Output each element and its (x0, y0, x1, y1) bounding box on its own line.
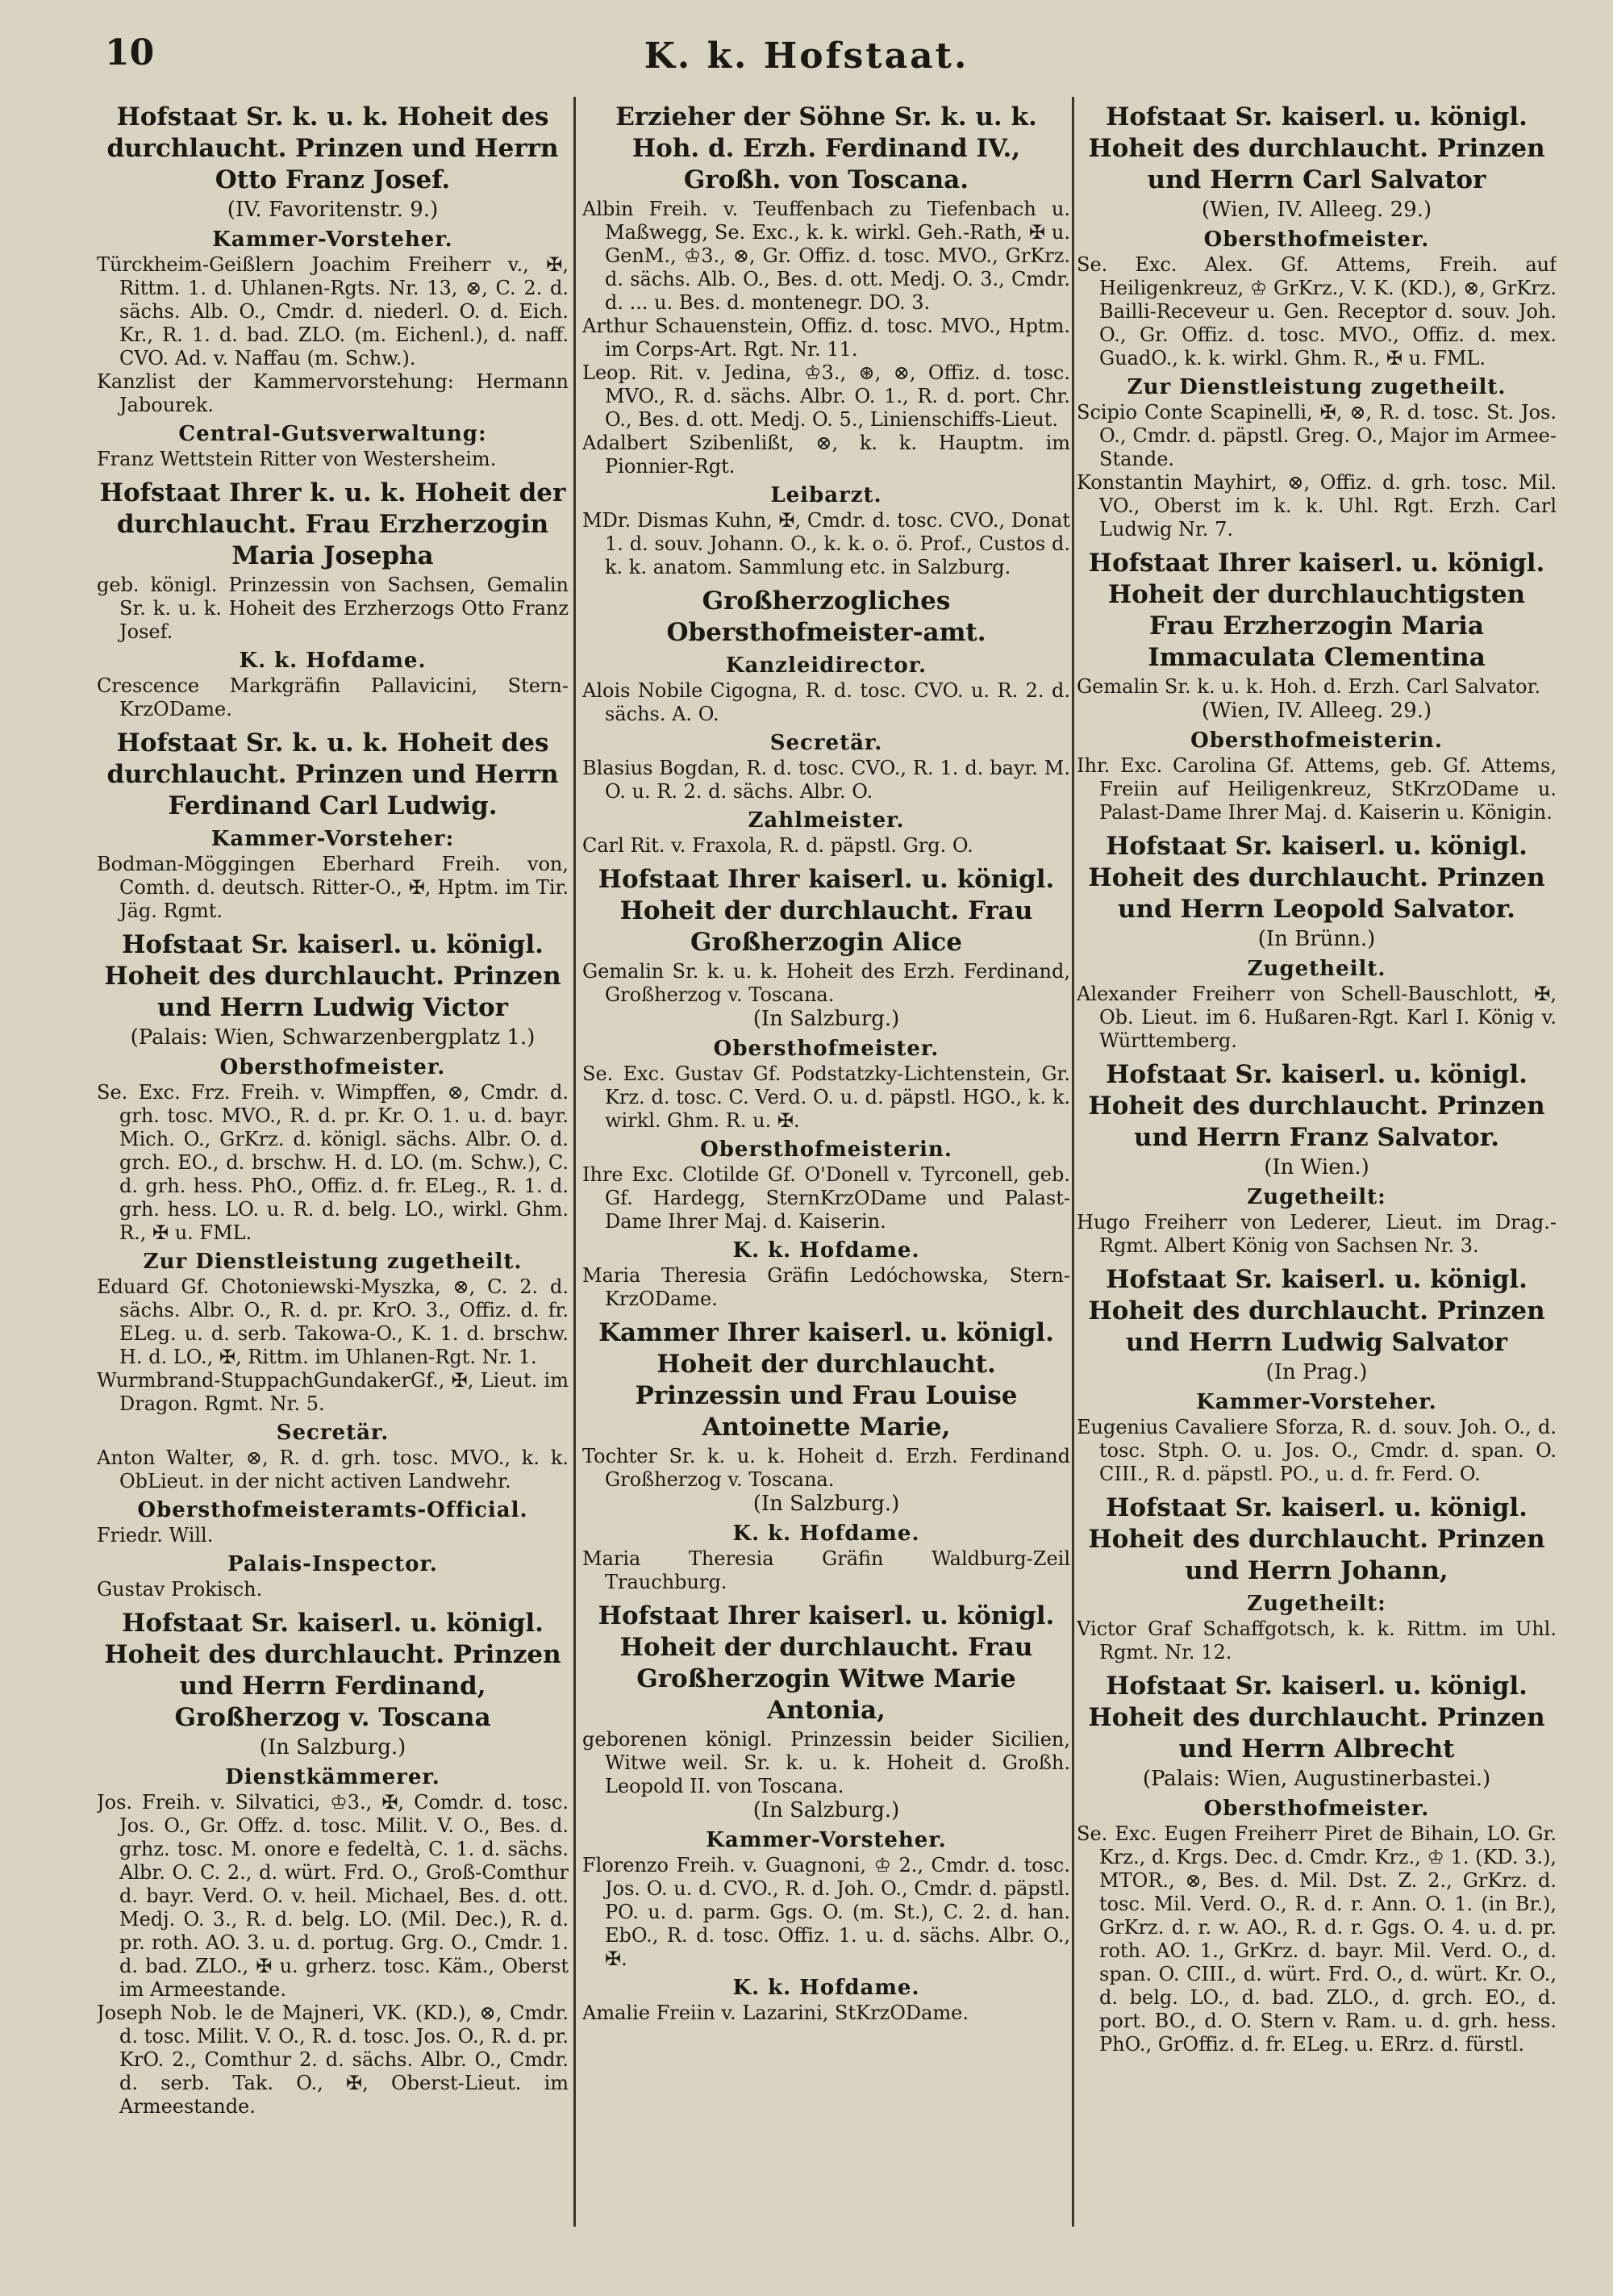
office-title: Obersthofmeister. (219, 1055, 446, 1079)
person-entry: Maria Theresia Gräfin Waldburg-Zeil Trauchburg. (582, 1547, 1070, 1593)
office-title: Secretär. (769, 731, 883, 755)
person-entry: Maria Theresia Gräfin Ledóchowska, Stern-KrzODame. (582, 1264, 1070, 1310)
running-head: K. k. Hofstaat. (644, 35, 969, 77)
office-title: Palais-Inspector. (227, 1552, 438, 1576)
office-title: Zur Dienstleistung zugetheilt. (1127, 375, 1507, 399)
office-title: Obersthofmeister. (1203, 1797, 1430, 1821)
address-line: (In Prag.) (1265, 1360, 1368, 1384)
text-column-3 (1077, 95, 1557, 2225)
person-entry: Crescence Markgräfin Pallavicini, Stern-KrzODame. (97, 674, 569, 720)
address-line: (Palais: Wien, Schwarzenbergplatz 1.) (130, 1025, 536, 1050)
office-title: Leibarzt. (770, 483, 882, 507)
section-heading: Hofstaat Ihrer kaiserl. u. königl. Hoheit der durchlaucht. Frau Großherzogin Alice (598, 865, 1055, 957)
person-entry: Gemalin Sr. k. u. k. Hoheit des Erzh. Ferdinand, Großherzog v. Toscana. (582, 960, 1070, 1006)
person-entry: geborenen königl. Prinzessin beider Sicilien, Witwe weil. Sr. k. u. k. Hoheit d. Großh. Leopold II. von Toscana. (582, 1728, 1070, 1797)
section-heading: Hofstaat Sr. kaiserl. u. königl. Hoheit des durchlaucht. Prinzen und Herrn Franz Salvator. (1088, 1060, 1545, 1152)
person-entry: Ihr. Exc. Carolina Gf. Attems, geb. Gf. Attems, Freiin auf Heiligenkreuz, StKrzODame u. Palast-Dame Ihrer Maj. d. Kaiserin u. Königin. (1077, 754, 1557, 824)
person-entry: Blasius Bogdan, R. d. tosc. CVO., R. 1. d. bayr. M. O. u. R. 2. d. sächs. Albr. O. (582, 757, 1070, 803)
person-entry: Se. Exc. Gustav Gf. Podstatzky-Lichtenstein, Gr. Krz. d. tosc. C. Verd. O. u. d. päpstl. HGO., k. k. wirkl. Ghm. R. u. ✠. (582, 1062, 1070, 1132)
section-heading: Hofstaat Sr. kaiserl. u. königl. Hoheit des durchlaucht. Prinzen und Herrn Ludwig Salvator (1088, 1265, 1545, 1357)
office-title: Zahlmeister. (748, 808, 905, 833)
person-entry: Carl Rit. v. Fraxola, R. d. päpstl. Grg. O. (582, 834, 973, 857)
person-entry: Tochter Sr. k. u. k. Hoheit d. Erzh. Ferdinand Großherzog v. Toscana. (582, 1445, 1070, 1491)
office-title: Zugetheilt: (1247, 1592, 1386, 1616)
office-title: Dienstkämmerer. (225, 1765, 440, 1789)
person-entry: Kanzlist der Kammervorstehung: Hermann Jabourek. (97, 370, 569, 416)
office-title: Obersthofmeisterin. (700, 1138, 952, 1162)
section-heading: Kammer Ihrer kaiserl. u. königl. Hoheit der durchlaucht. Prinzessin und Frau Louise Antoinette Marie, (598, 1318, 1054, 1442)
person-entry: geb. königl. Prinzessin von Sachsen, Gemalin Sr. k. u. k. Hoheit des Erzherzogs Otto Franz Josef. (97, 574, 569, 643)
column-rule (573, 97, 576, 2227)
person-entry: Konstantin Mayhirt, ⊗, Offiz. d. grh. tosc. Mil. VO., Oberst im k. k. Uhl. Rgt. Erzh. Carl Ludwig Nr. 7. (1077, 471, 1557, 541)
text-column-2 (582, 95, 1070, 2225)
office-title: Obersthofmeister. (1203, 228, 1430, 252)
person-entry: Leop. Rit. v. Jedina, ♔3., ⊛, ⊗, Offiz. d. tosc. MVO., R. d. sächs. Albr. O. 1., R. d. port. Chr. O., Bes. d. ott. Medj. O. 5., Linienschiffs-Lieut. (582, 361, 1070, 431)
person-entry: Bodman-Möggingen Eberhard Freih. von, Comth. d. deutsch. Ritter-O., ✠, Hptm. im Tir. Jäg. Rgmt. (97, 853, 569, 922)
office-title: Kammer-Vorsteher. (1196, 1390, 1437, 1414)
person-entry: Se. Exc. Alex. Gf. Attems, Freih. auf Heiligenkreuz, ♔ GrKrz., V. K. (KD.), ⊗, GrKrz. Bailli-Receveur u. Gen. Receptor d. souv. Joh. O., Gr. Offiz. d. tosc. MVO., Offiz. d. mex. GuadO., k. k. wirkl. Ghm. R., ✠ u. FML. (1077, 253, 1557, 369)
person-entry: MDr. Dismas Kuhn, ✠, Cmdr. d. tosc. CVO., Donat 1. d. souv. Johann. O., k. k. o. ö. Prof., Custos d. k. k. anatom. Sammlung etc. in Salzburg. (582, 509, 1070, 578)
address-line: (Wien, IV. Alleeg. 29.) (1201, 699, 1432, 723)
address-line: (In Salzburg.) (752, 1798, 900, 1822)
section-heading: Hofstaat Sr. k. u. k. Hoheit des durchlaucht. Prinzen und Herrn Ferdinand Carl Ludwig. (106, 728, 559, 820)
section-heading: Hofstaat Ihrer kaiserl. u. königl. Hoheit der durchlauchtigsten Frau Erzherzogin Maria Immaculata Clementina (1088, 549, 1545, 672)
office-title: Secretär. (276, 1421, 390, 1445)
person-entry: Amalie Freiin v. Lazarini, StKrzODame. (582, 2002, 969, 2024)
person-entry: Joseph Nob. le de Majneri, VK. (KD.), ⊗, Cmdr. d. tosc. Milit. V. O., R. d. tosc. Jos. O., R. d. pr. KrO. 2., Comthur 2. d. sächs. Albr. O., Cmdr. d. serb. Tak. O., ✠, Oberst-Lieut. im Armeestande. (97, 2002, 569, 2118)
section-heading: Hofstaat Ihrer k. u. k. Hoheit der durchlaucht. Frau Erzherzogin Maria Josepha (99, 478, 566, 570)
office-title: K. k. Hofdame. (732, 1238, 920, 1263)
section-heading: Großherzogliches Obersthofmeister-amt. (666, 587, 986, 647)
person-entry: Se. Exc. Frz. Freih. v. Wimpffen, ⊗, Cmdr. d. grh. tosc. MVO., R. d. pr. Kr. O. 1. u. d. bayr. Mich. O., GrKrz. d. königl. sächs. Albr. O. d. grch. EO., d. brschw. H. d. LO. (m. Schw.), C. d. grh. hess. PhO., Offiz. d. fr. ELeg., R. 1. d. grh. hess. LO. u. R. d. belg. LO., wirkl. Ghm. R., ✠ u. FML. (97, 1081, 569, 1244)
office-title: Obersthofmeister. (713, 1037, 940, 1061)
person-entry: Franz Wettstein Ritter von Westersheim. (97, 448, 497, 470)
person-entry: Friedr. Will. (97, 1524, 214, 1547)
address-line: (In Salzburg.) (259, 1735, 406, 1760)
section-heading: Hofstaat Sr. kaiserl. u. königl. Hoheit des durchlaucht. Prinzen und Herrn Leopold Salvator. (1088, 832, 1545, 924)
address-line: (In Brünn.) (1257, 927, 1376, 951)
section-heading: Hofstaat Ihrer kaiserl. u. königl. Hoheit der durchlaucht. Frau Großherzogin Witwe Marie Antonia, (598, 1601, 1055, 1725)
office-title: Zugetheilt: (1247, 1185, 1386, 1209)
person-entry: Alois Nobile Cigogna, R. d. tosc. CVO. u. R. 2. d. sächs. A. O. (582, 679, 1070, 725)
section-heading: Hofstaat Sr. kaiserl. u. königl. Hoheit des durchlaucht. Prinzen und Herrn Ferdinand, Großherzog v. Toscana (104, 1609, 561, 1732)
person-entry: Florenzo Freih. v. Guagnoni, ♔ 2., Cmdr. d. tosc. Jos. O. u. d. CVO., R. d. Joh. O., Cmdr. d. päpstl. PO. u. d. parm. Ggs. O. (m. St.), C. 2. d. han. EbO., R. d. tosc. Offiz. 1. u. d. sächs. Albr. O., ✠. (582, 1854, 1070, 1970)
person-entry: Türckheim-Geißlern Joachim Freiherr v., ✠, Rittm. 1. d. Uhlanen-Rgts. Nr. 13, ⊗, C. 2. d. sächs. Alb. O., Cmdr. d. niederl. O. d. Eich. Kr., R. 1. d. bad. ZLO. (m. Eichenl.), d. naff. CVO. Ad. v. Naffau (m. Schw.). (97, 253, 569, 369)
section-heading: Hofstaat Sr. kaiserl. u. königl. Hoheit des durchlaucht. Prinzen und Herrn Ludwig Victor (104, 930, 561, 1022)
address-line: (In Salzburg.) (752, 1492, 900, 1516)
person-entry: Arthur Schauenstein, Offiz. d. tosc. MVO., Hptm. im Corps-Art. Rgt. Nr. 11. (582, 315, 1070, 361)
person-entry: Anton Walter, ⊗, R. d. grh. tosc. MVO., k. k. ObLieut. in der nicht activen Landwehr. (97, 1446, 569, 1492)
section-heading: Hofstaat Sr. kaiserl. u. königl. Hoheit des durchlaucht. Prinzen und Herrn Albrecht (1088, 1672, 1545, 1764)
person-entry: Victor Graf Schaffgotsch, k. k. Rittm. im Uhl. Rgmt. Nr. 12. (1077, 1618, 1557, 1664)
address-line: (Wien, IV. Alleeg. 29.) (1201, 198, 1432, 222)
section-heading: Hofstaat Sr. kaiserl. u. königl. Hoheit des durchlaucht. Prinzen und Herrn Carl Salvator (1088, 102, 1545, 194)
address-line: (In Salzburg.) (752, 1007, 900, 1031)
address-line: (In Wien.) (1264, 1155, 1369, 1179)
office-title: Central-Gutsverwaltung: (178, 422, 487, 446)
text-column-1 (97, 95, 569, 2225)
office-title: Kanzleidirector. (725, 653, 927, 678)
office-title: Obersthofmeisterin. (1190, 728, 1443, 753)
section-heading: Erzieher der Söhne Sr. k. u. k. Hoh. d. Erzh. Ferdinand IV., Großh. von Toscana. (615, 102, 1037, 194)
person-entry: Gemalin Sr. k. u. k. Hoh. d. Erzh. Carl Salvator. (1077, 675, 1541, 698)
person-entry: Adalbert Szibenlißt, ⊗, k. k. Hauptm. im Pionnier-Rgt. (582, 432, 1070, 478)
address-line: (IV. Favoritenstr. 9.) (227, 198, 439, 222)
office-title: Zugetheilt. (1247, 957, 1386, 981)
person-entry: Gustav Prokisch. (97, 1578, 263, 1601)
person-entry: Hugo Freiherr von Lederer, Lieut. im Drag.-Rgmt. Albert König von Sachsen Nr. 3. (1077, 1211, 1557, 1257)
person-entry: Wurmbrand-StuppachGundakerGf., ✠, Lieut. im Dragon. Rgmt. Nr. 5. (97, 1369, 569, 1415)
office-title: K. k. Hofdame. (732, 1522, 920, 1546)
section-heading: Hofstaat Sr. k. u. k. Hoheit des durchlaucht. Prinzen und Herrn Otto Franz Josef. (106, 102, 559, 194)
office-title: K. k. Hofdame. (732, 1976, 920, 2000)
address-line: (Palais: Wien, Augustinerbastei.) (1142, 1767, 1491, 1791)
section-heading: Hofstaat Sr. kaiserl. u. königl. Hoheit des durchlaucht. Prinzen und Herrn Johann, (1088, 1493, 1545, 1585)
office-title: Obersthofmeisteramts-Official. (137, 1498, 528, 1522)
page-number: 10 (105, 32, 155, 73)
office-title: Zur Dienstleistung zugetheilt. (143, 1250, 523, 1274)
person-entry: Jos. Freih. v. Silvatici, ♔3., ✠, Comdr. d. tosc. Jos. O., Gr. Offz. d. tosc. Milit. V. O., Bes. d. grhz. tosc. M. onore e fedeltà, C. 1. d. sächs. Albr. O. C. 2., d. würt. Frd. O., Groß-Comthur d. bayr. Verd. O. v. heil. Michael, Bes. d. ott. Medj. O. 3., R. d. belg. LO. (Mil. Dec.), R. d. pr. roth. AO. 3. u. d. portug. Grg. O., Cmdr. 1. d. bad. ZLO., ✠ u. grherz. tosc. Käm., Oberst im Armeestande. (97, 1791, 569, 2001)
person-entry: Ihre Exc. Clotilde Gf. O'Donell v. Tyrconell, geb. Gf. Hardegg, SternKrzODame und Palast-Dame Ihrer Maj. d. Kaiserin. (582, 1163, 1070, 1233)
person-entry: Eduard Gf. Chotoniewski-Myszka, ⊗, C. 2. d. sächs. Albr. O., R. d. pr. KrO. 3., Offiz. d. fr. ELeg. u. d. serb. Takowa-O., K. 1. d. brschw. H. d. LO., ✠, Rittm. im Uhlanen-Rgt. Nr. 1. (97, 1275, 569, 1368)
office-title: Kammer-Vorsteher. (706, 1828, 947, 1852)
person-entry: Scipio Conte Scapinelli, ✠, ⊗, R. d. tosc. St. Jos. O., Cmdr. d. päpstl. Greg. O., Major im Armee-Stande. (1077, 401, 1557, 470)
column-rule (1072, 97, 1074, 2227)
office-title: Kammer-Vorsteher. (212, 228, 453, 252)
office-title: Kammer-Vorsteher: (210, 827, 455, 851)
person-entry: Albin Freih. v. Teuffenbach zu Tiefenbach u. Maßwegg, Se. Exc., k. k. wirkl. Geh.-Rath, ✠ u. GenM., ♔3., ⊗, Gr. Offiz. d. tosc. MVO., GrKrz. d. sächs. Alb. O., Bes. d. ott. Medj. O. 3., Cmdr. d. ... u. Bes. d. montenegr. DO. 3. (582, 198, 1070, 314)
person-entry: Eugenius Cavaliere Sforza, R. d. souv. Joh. O., d. tosc. Stph. O. u. Jos. O., Cmdr. d. span. O. CIII., R. d. päpstl. PO., u. d. fr. Ferd. O. (1077, 1416, 1557, 1485)
person-entry: Se. Exc. Eugen Freiherr Piret de Bihain, LO. Gr. Krz., d. Krgs. Dec. d. Cmdr. Krz., ♔ 1. (KD. 3.), MTOR., ⊗, Bes. d. Mil. Dst. Z. 2., GrKrz. d. tosc. Mil. Verd. O., R. d. r. Ann. O. 1. (in Br.), GrKrz. d. r. w. AO., R. d. r. Ggs. O. 4. u. d. pr. roth. AO. 1., GrKrz. d. bayr. Mil. Verd. O., d. span. O. CIII., d. würt. Frd. O., d. würt. Kr. O., d. belg. LO., d. bad. ZLO., d. grch. EO., d. port. BO., d. O. Stern v. Ram. u. d. grh. hess. PhO., GrOffiz. d. fr. ELeg. u. ERrz. d. fürstl. (1077, 1822, 1557, 2056)
office-title: K. k. Hofdame. (239, 649, 427, 673)
person-entry: Alexander Freiherr von Schell-Bauschlott, ✠, Ob. Lieut. im 6. Hußaren-Rgt. Karl I. König v. Württemberg. (1077, 983, 1557, 1052)
